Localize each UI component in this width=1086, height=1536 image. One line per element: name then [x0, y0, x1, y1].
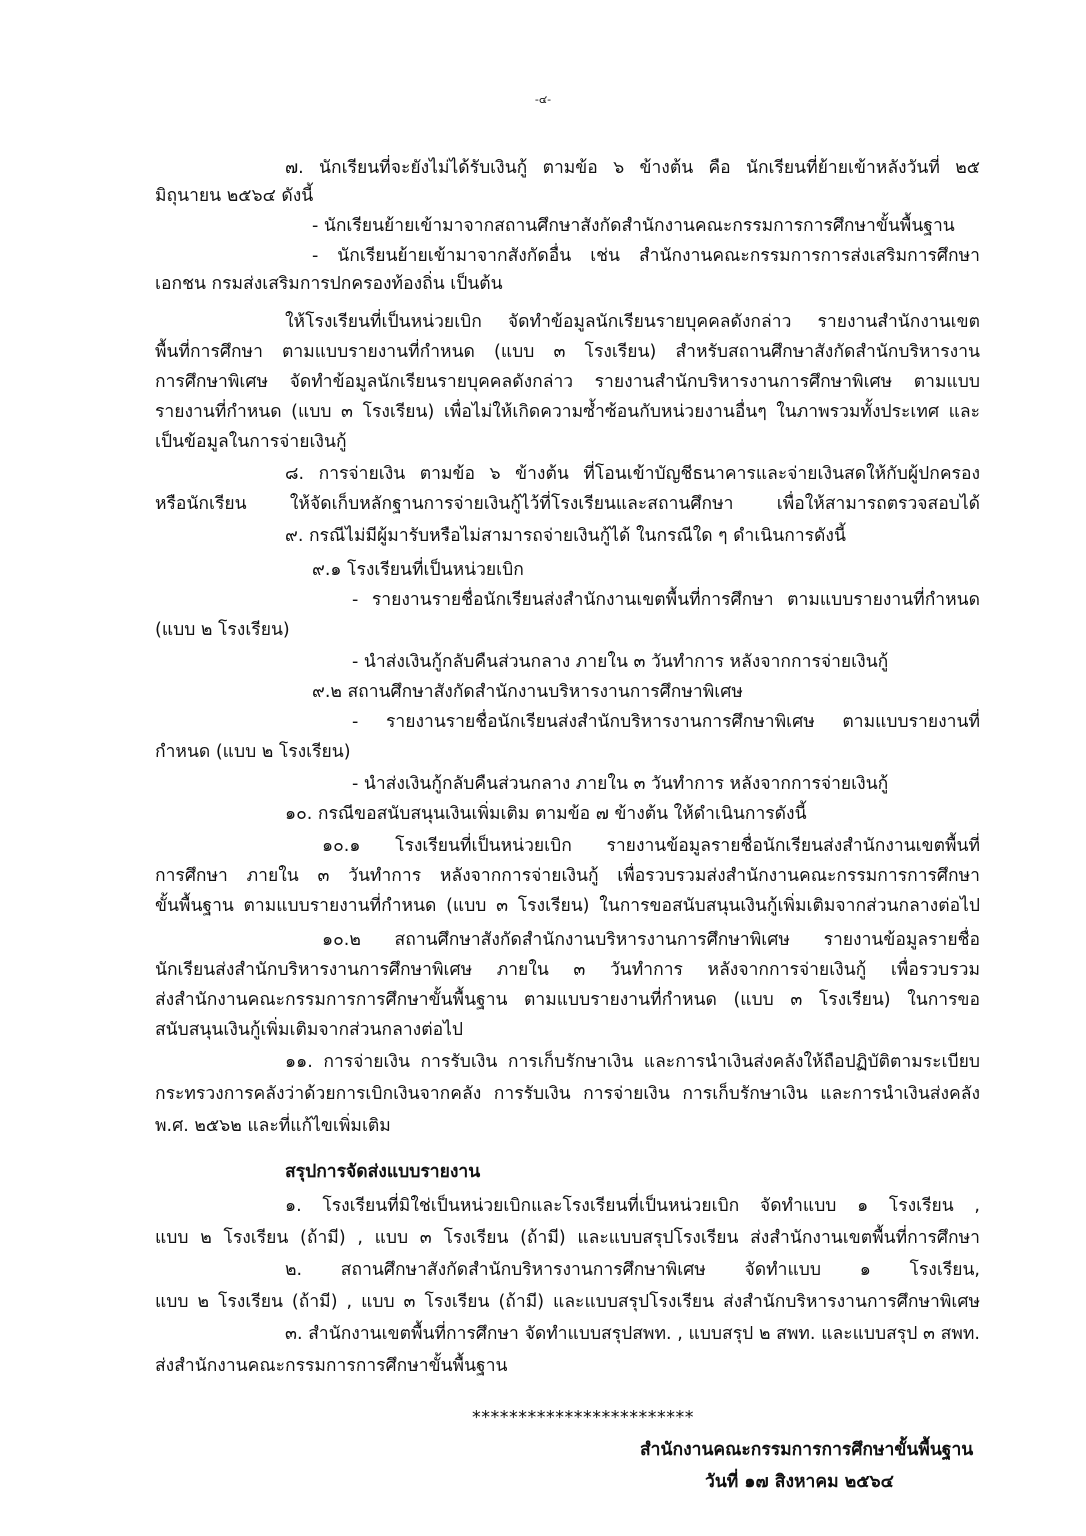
item-9-2-bullet-1-cont: กำหนด (แบบ ๒ โรงเรียน)	[155, 742, 351, 762]
item-9-1-bullet-2: - นำส่งเงินกู้กลับคืนส่วนกลาง ภายใน ๓ วันทำการ หลังจากการจ่ายเงินกู้	[352, 652, 889, 672]
summary-heading: สรุปการจัดส่งแบบรายงาน	[285, 1162, 481, 1182]
item-7-para-line-1: ให้โรงเรียนที่เป็นหน่วยเบิก จัดทำข้อมูลนักเรียนรายบุคคลดังกล่าว รายงานสำนักงานเขต	[285, 312, 980, 332]
item-7-line-2: มิถุนายน ๒๕๖๔ ดังนี้	[155, 186, 314, 206]
page-number: -๔-	[534, 93, 552, 106]
item-9-2-bullet-1: - รายงานรายชื่อนักเรียนส่งสำนักบริหารงานการศึกษาพิเศษ ตามแบบรายงานที่	[352, 712, 980, 732]
item-8-line-1: ๘. การจ่ายเงิน ตามข้อ ๖ ข้างต้น ที่โอนเข้าบัญชีธนาคารและจ่ายเงินสดให้กับผู้ปกครอง	[285, 464, 980, 484]
summary-2-line-2: แบบ ๒ โรงเรียน (ถ้ามี) , แบบ ๓ โรงเรียน (ถ้ามี) และแบบสรุปโรงเรียน ส่งสำนักบริหารงานการศึกษาพิเศษ	[155, 1292, 980, 1312]
summary-2-line-1: ๒. สถานศึกษาสังกัดสำนักบริหารงานการศึกษาพิเศษ จัดทำแบบ ๑ โรงเรียน,	[285, 1260, 980, 1280]
item-10-2-line-2: นักเรียนส่งสำนักบริหารงานการศึกษาพิเศษ ภายใน ๓ วันทำการ หลังจากการจ่ายเงินกู้ เพื่อรวบรวม	[155, 960, 980, 980]
item-9-2-bullet-2: - นำส่งเงินกู้กลับคืนส่วนกลาง ภายใน ๓ วันทำการ หลังจากการจ่ายเงินกู้	[352, 774, 889, 794]
signature-office: สำนักงานคณะกรรมการการศึกษาขั้นพื้นฐาน	[640, 1440, 974, 1460]
item-10-heading: ๑๐. กรณีขอสนับสนุนเงินเพิ่มเติม ตามข้อ ๗ ข้างต้น ให้ดำเนินการดังนี้	[285, 804, 807, 824]
item-9-1-bullet-1-cont: (แบบ ๒ โรงเรียน)	[155, 620, 290, 640]
item-7-bullet-2: - นักเรียนย้ายเข้ามาจากสังกัดอื่น เช่น สำนักงานคณะกรรมการการส่งเสริมการศึกษา	[312, 246, 980, 266]
item-11-line-2: กระทรวงการคลังว่าด้วยการเบิกเงินจากคลัง การรับเงิน การจ่ายเงิน การเก็บรักษาเงิน และการนำเงินส่งคลัง	[155, 1084, 980, 1104]
signature-date: วันที่ ๑๗ สิงหาคม ๒๕๖๔	[705, 1472, 894, 1492]
summary-1-line-1: ๑. โรงเรียนที่มิใช่เป็นหน่วยเบิกและโรงเรียนที่เป็นหน่วยเบิก จัดทำแบบ ๑ โรงเรียน ,	[285, 1196, 980, 1216]
item-10-2-line-1: ๑๐.๒ สถานศึกษาสังกัดสำนักงานบริหารงานการศึกษาพิเศษ รายงานข้อมูลรายชื่อ	[322, 930, 980, 950]
item-9-1-heading: ๙.๑ โรงเรียนที่เป็นหน่วยเบิก	[312, 560, 524, 580]
summary-3-line-1: ๓. สำนักงานเขตพื้นที่การศึกษา จัดทำแบบสรุปสพท. , แบบสรุป ๒ สพท. และแบบสรุป ๓ สพท.	[285, 1324, 980, 1344]
separator-stars: ************************	[472, 1408, 694, 1428]
item-9-heading: ๙. กรณีไม่มีผู้มารับหรือไม่สามารถจ่ายเงินกู้ได้ ในกรณีใด ๆ ดำเนินการดังนี้	[285, 526, 846, 546]
item-7-para-line-5: เป็นข้อมูลในการจ่ายเงินกู้	[155, 432, 347, 452]
summary-1-line-2: แบบ ๒ โรงเรียน (ถ้ามี) , แบบ ๓ โรงเรียน (ถ้ามี) และแบบสรุปโรงเรียน ส่งสำนักงานเขตพื้นที่การศึกษา	[155, 1228, 980, 1248]
item-7-para-line-2: พื้นที่การศึกษา ตามแบบรายงานที่กำหนด (แบบ ๓ โรงเรียน) สำหรับสถานศึกษาสังกัดสำนักบริหารงาน	[155, 342, 980, 362]
summary-3-line-2: ส่งสำนักงานคณะกรรมการการศึกษาขั้นพื้นฐาน	[155, 1356, 508, 1376]
item-10-2-line-3: ส่งสำนักงานคณะกรรมการการศึกษาขั้นพื้นฐาน ตามแบบรายงานที่กำหนด (แบบ ๓ โรงเรียน) ในการขอ	[155, 990, 980, 1010]
item-7-bullet-1: - นักเรียนย้ายเข้ามาจากสถานศึกษาสังกัดสำนักงานคณะกรรมการการศึกษาขั้นพื้นฐาน	[312, 216, 955, 236]
item-7-para-line-3: การศึกษาพิเศษ จัดทำข้อมูลนักเรียนรายบุคคลดังกล่าว รายงานสำนักบริหารงานการศึกษาพิเศษ ตามแบบ	[155, 372, 980, 392]
item-9-1-bullet-1: - รายงานรายชื่อนักเรียนส่งสำนักงานเขตพื้นที่การศึกษา ตามแบบรายงานที่กำหนด	[352, 590, 980, 610]
item-11-line-3: พ.ศ. ๒๕๖๒ และที่แก้ไขเพิ่มเติม	[155, 1116, 391, 1136]
item-7-bullet-2-cont: เอกชน กรมส่งเสริมการปกครองท้องถิ่น เป็นต้น	[155, 274, 503, 294]
item-7-line-1: ๗. นักเรียนที่จะยังไม่ได้รับเงินกู้ ตามข้อ ๖ ข้างต้น คือ นักเรียนที่ย้ายเข้าหลังวันที่ ๒๕	[285, 158, 980, 178]
item-11-line-1: ๑๑. การจ่ายเงิน การรับเงิน การเก็บรักษาเงิน และการนำเงินส่งคลังให้ถือปฏิบัติตามระเบียบ	[285, 1052, 980, 1072]
item-9-2-heading: ๙.๒ สถานศึกษาสังกัดสำนักงานบริหารงานการศึกษาพิเศษ	[312, 682, 743, 702]
item-10-1-line-3: ขั้นพื้นฐาน ตามแบบรายงานที่กำหนด (แบบ ๓ โรงเรียน) ในการขอสนับสนุนเงินกู้เพิ่มเติมจากส่วนกลางต่อไป	[155, 896, 980, 916]
item-10-2-line-4: สนับสนุนเงินกู้เพิ่มเติมจากส่วนกลางต่อไป	[155, 1020, 464, 1040]
item-7-para-line-4: รายงานที่กำหนด (แบบ ๓ โรงเรียน) เพื่อไม่ให้เกิดความซ้ำซ้อนกับหน่วยงานอื่นๆ ในภาพรวมทั้งประเทศ และ	[155, 402, 980, 422]
item-8-line-2: หรือนักเรียน ให้จัดเก็บหลักฐานการจ่ายเงินกู้ไว้ที่โรงเรียนและสถานศึกษา เพื่อให้สามารถตรวจสอบได้	[155, 494, 980, 514]
item-10-1-line-1: ๑๐.๑ โรงเรียนที่เป็นหน่วยเบิก รายงานข้อมูลรายชื่อนักเรียนส่งสำนักงานเขตพื้นที่	[322, 836, 980, 856]
item-10-1-line-2: การศึกษา ภายใน ๓ วันทำการ หลังจากการจ่ายเงินกู้ เพื่อรวบรวมส่งสำนักงานคณะกรรมการการศึกษา	[155, 866, 980, 886]
